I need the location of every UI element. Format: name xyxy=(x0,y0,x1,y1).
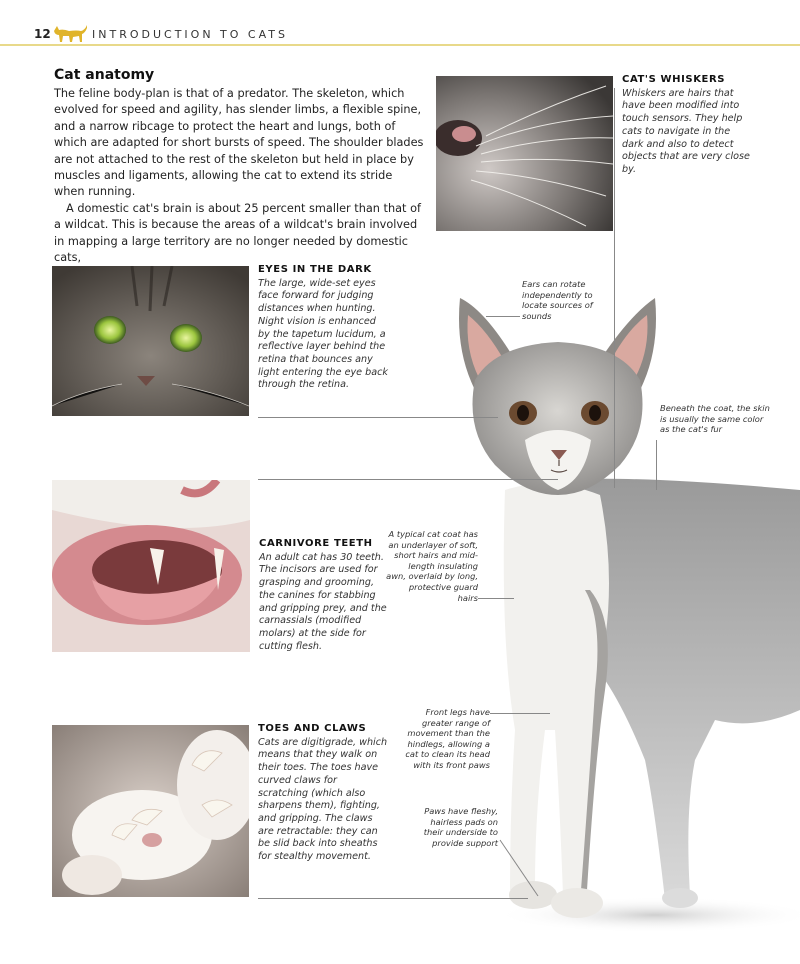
leader-line xyxy=(656,440,657,490)
header-rule xyxy=(0,44,800,46)
eyes-caption xyxy=(258,264,388,392)
leader-line xyxy=(490,713,550,714)
paws-note: Paws have fleshy, hairless pads on their underside to provide support xyxy=(423,806,498,848)
paragraph: The feline body-plan is that of a predator. The skeleton, which evolved for speed and agility, has slender limbs, a flexible spine, and a narrow ribcage to protect the heart and lungs, both of which are adapted for short bursts of speed. The shoulder blades are not attached to the rest of the skeleton but held in place by muscles and ligaments, allowing the cat to extend its stride when running. xyxy=(54,87,424,199)
teeth-photo xyxy=(52,480,250,652)
leader-line xyxy=(258,898,528,899)
walking-cat-icon xyxy=(52,22,88,44)
teeth-text: An adult cat has 30 teeth. The incisors are used for grasping and grooming, the canines for stabbing and gripping prey, and the carnassials (modified molars) at the side for cutting flesh. xyxy=(259,551,387,652)
whiskers-caption xyxy=(622,74,750,177)
leader-line xyxy=(478,598,514,599)
paragraph: A domestic cat's brain is about 25 percent smaller than that of a wildcat. This is because the areas of a wildcat's brain involved in mapping a large territory are no longer needed by domestic cats, xyxy=(54,201,421,265)
page-header xyxy=(0,0,800,46)
whiskers-title: CAT'S WHISKERS xyxy=(622,74,726,85)
body-text xyxy=(54,86,424,266)
claws-photo xyxy=(52,725,249,897)
section-title: Cat anatomy xyxy=(54,67,155,83)
page-number: 12 xyxy=(34,27,51,41)
coat-note: A typical cat coat has an underlayer of soft, short hairs and mid-length insulating awn, overlaid by long, protective guard hairs xyxy=(386,529,478,603)
teeth-caption xyxy=(259,538,389,653)
leader-line xyxy=(486,316,520,317)
claws-caption xyxy=(258,723,388,864)
claws-title: TOES AND CLAWS xyxy=(258,723,367,734)
front-legs-note: Front legs have greater range of movement than the hindlegs, allowing a cat to clean its head with its front paws xyxy=(405,707,490,770)
leader-line xyxy=(498,838,542,900)
eyes-text: The large, wide-set eyes face forward for judging distances when hunting. Night vision is enhanced by the tapetum lucidum, a reflective layer behind the retina that bounces any light entering the eye back through the retina. xyxy=(258,277,388,391)
whiskers-photo xyxy=(436,76,613,231)
eyes-photo xyxy=(52,266,249,416)
whiskers-text: Whiskers are hairs that have been modified into touch sensors. They help cats to navigate in the dark and also to detect objects that are very close by. xyxy=(622,87,750,175)
teeth-title: CARNIVORE TEETH xyxy=(259,538,373,549)
eyes-title: EYES IN THE DARK xyxy=(258,264,372,275)
leader-line xyxy=(258,417,498,418)
claws-text: Cats are digitigrade, which means that they walk on their toes. The toes have curved claws for scratching (which also sharpens them), fighting, and gripping. The claws are retractable: they can be slid back into sheaths for stealthy movement. xyxy=(258,736,388,863)
leader-line xyxy=(614,88,615,488)
skin-note: Beneath the coat, the skin is usually the same color as the cat's fur xyxy=(660,403,770,435)
ears-note: Ears can rotate independently to locate sources of sounds xyxy=(522,279,593,321)
leader-line xyxy=(258,479,558,480)
chapter-title: INTRODUCTION TO CATS xyxy=(92,28,288,41)
